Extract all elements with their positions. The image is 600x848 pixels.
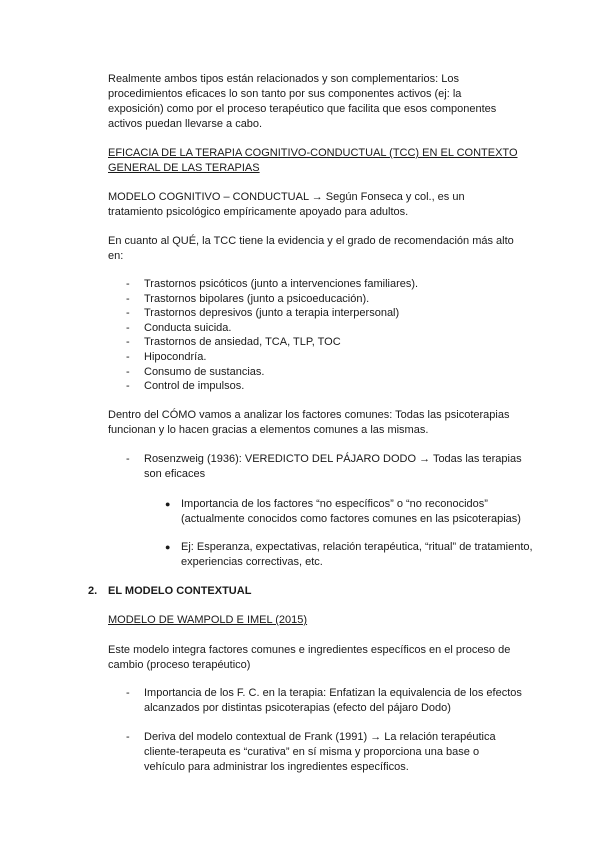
wampold-paragraph: Este modelo integra factores comunes e ingredientes específicos en el proceso de cambio (proceso terapéutico): [108, 644, 511, 671]
que-paragraph: En cuanto al QUÉ, la TCC tiene la evidencia y el grado de recomendación más alto en:: [108, 235, 514, 262]
disorders-list: [108, 277, 528, 394]
list-item: - Trastornos bipolares (junto a psicoeducación).: [126, 292, 370, 305]
list-item: - Trastornos depresivos (junto a terapia interpersonal): [126, 307, 400, 320]
list-item: - Control de impulsos.: [126, 380, 245, 393]
wampold-list: [108, 686, 533, 775]
list-item: - Deriva del modelo contextual de Frank (1991) → La relación terapéutica cliente-terapeuta es “curativa” en sí misma y proporciona una base o vehículo para administrar los ingredientes específicos.: [126, 731, 496, 773]
list-item: - Trastornos psicóticos (junto a intervenciones familiares).: [126, 278, 419, 290]
list-item: - Trastornos de ansiedad, TCA, TLP, TOC: [126, 336, 341, 349]
bullet-item: ● Ej: Esperanza, expectativas, relación terapéutica, “ritual” de tratamiento, experiencias correctivas, etc.: [165, 541, 533, 568]
intro-paragraph: Realmente ambos tipos están relacionados y son complementarios: Los procedimientos eficaces lo son tanto por sus componentes activos (ej: la exposición) como por el proceso terapéutico que facilita que esos componentes activos puedan llevarse a cabo.: [108, 73, 497, 130]
como-paragraph: Dentro del CÓMO vamos a analizar los factores comunes: Todas las psicoterapias funcionan y lo hacen gracias a elementos comunes a las mismas.: [108, 409, 510, 436]
list-item: - Hipocondría.: [126, 350, 207, 363]
list-item: - Rosenzweig (1936): VEREDICTO DEL PÁJARO DODO → Todas las terapias son eficaces: [126, 453, 522, 480]
modelo-paragraph: MODELO COGNITIVO – CONDUCTUAL → Según Fonseca y col., es un tratamiento psicológico empíricamente apoyado para adultos.: [108, 191, 465, 218]
list-item: - Conducta suicida.: [126, 321, 232, 334]
section1-heading: EFICACIA DE LA TERAPIA COGNITIVO-CONDUCTUAL (TCC) EN EL CONTEXTO GENERAL DE LAS TERAPIAS: [108, 147, 518, 174]
list-item: - Importancia de los F. C. en la terapia: Enfatizan la equivalencia de los efectos alcanzados por distintas psicoterapias (efecto del pájaro Dodo): [126, 687, 522, 714]
rosenzweig-list: [108, 452, 533, 482]
list-item: - Consumo de sustancias.: [126, 365, 265, 378]
bullet-item: ● Importancia de los factores “no específicos” o “no reconocidos” (actualmente conocidos como factores comunes en las psicoterapias): [165, 498, 521, 525]
section2-heading: 2. EL MODELO CONTEXTUAL: [88, 585, 252, 597]
wampold-heading: MODELO DE WAMPOLD E IMEL (2015): [108, 614, 308, 626]
